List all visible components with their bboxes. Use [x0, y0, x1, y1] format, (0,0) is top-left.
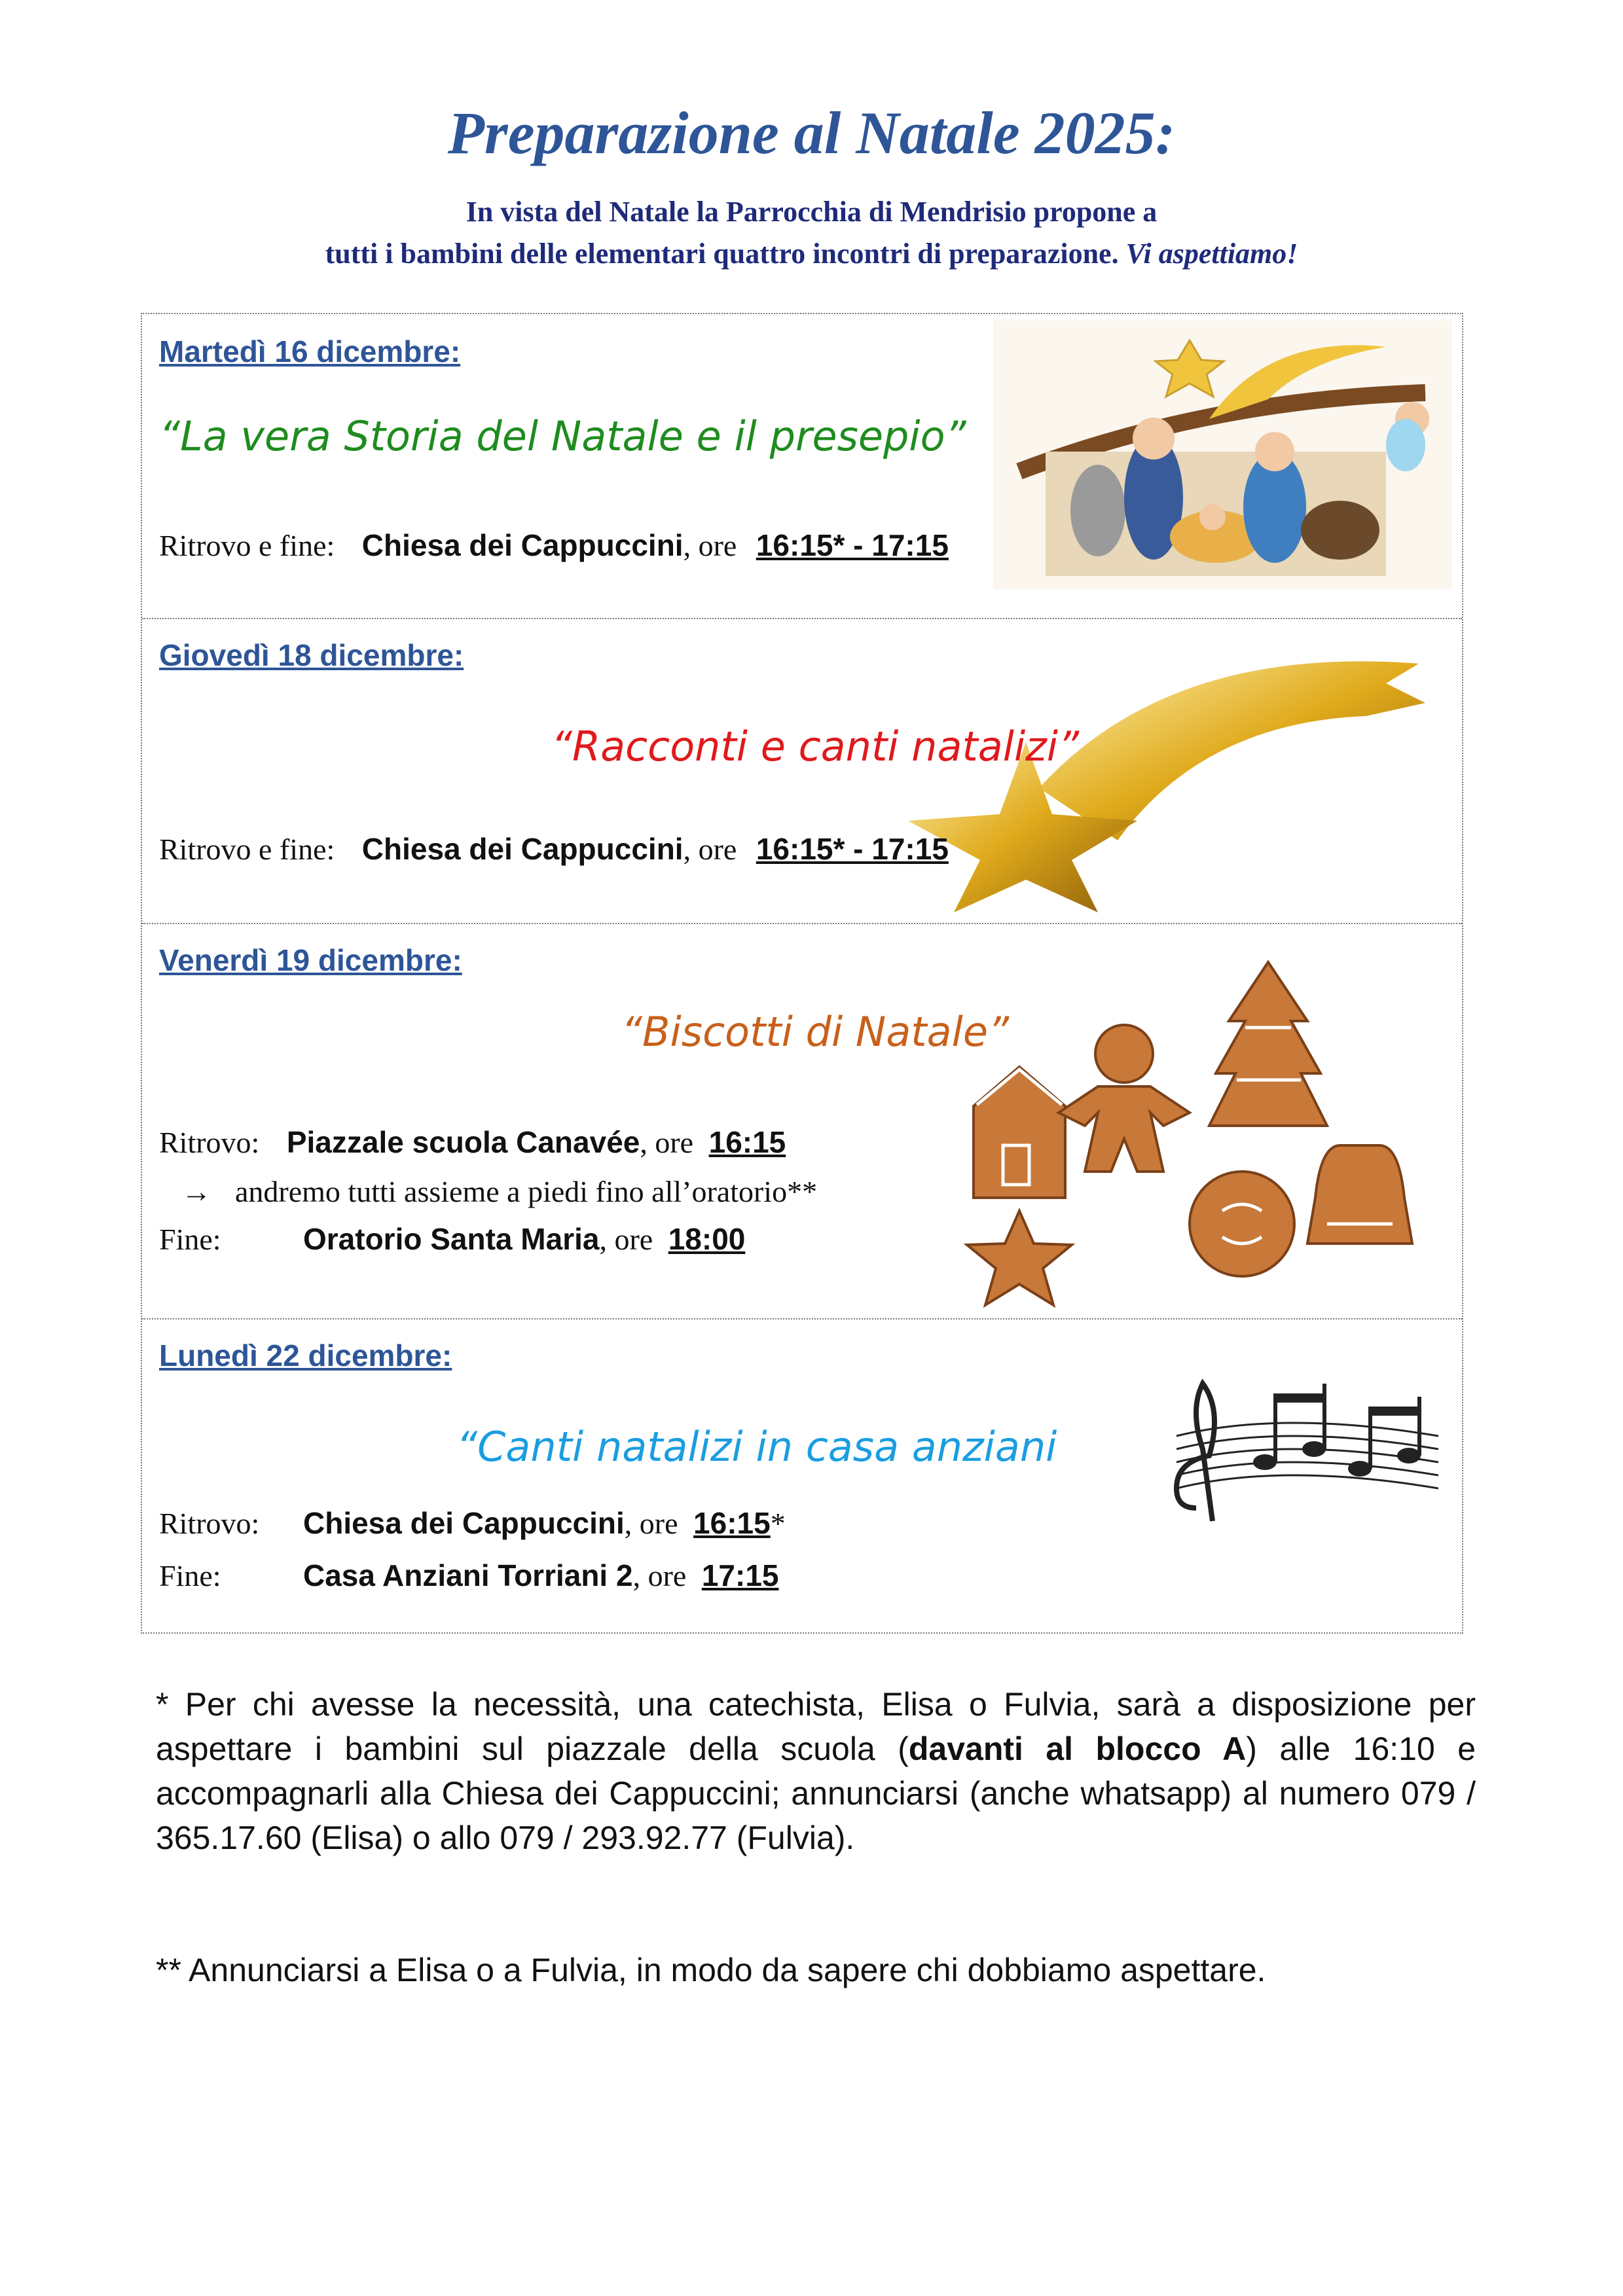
note-text: andremo tutti assieme a piedi fino all’oratorio**	[235, 1175, 818, 1208]
arrow-icon: →	[181, 1175, 211, 1208]
end-sep: , ore	[632, 1559, 687, 1592]
end-time: 18:00	[668, 1222, 746, 1256]
end-label: Fine:	[159, 1223, 221, 1256]
event-date: Martedì 16 dicembre:	[159, 334, 461, 368]
end-label: Fine:	[159, 1559, 221, 1592]
music-notes-icon	[1150, 1357, 1438, 1528]
meeting-time: 16:15* - 17:15	[756, 528, 949, 562]
event-date: Giovedì 18 dicembre:	[159, 638, 464, 672]
event-title: “La vera Storia del Natale e il presepio”	[159, 412, 966, 460]
event-meeting-line	[159, 831, 949, 867]
event-end-line	[159, 1558, 778, 1593]
event-meeting-line	[159, 1505, 786, 1541]
end-place: Oratorio Santa Maria	[303, 1222, 600, 1256]
footnote-1	[156, 1682, 1476, 1860]
footnote-2-text: ** Annunciarsi a Elisa o a Fulvia, in modo da sapere chi dobbiamo aspettare.	[156, 1952, 1266, 1988]
meeting-label: Ritrovo e fine:	[159, 833, 335, 866]
footnote-2	[156, 1948, 1476, 1992]
end-time: 17:15	[701, 1558, 779, 1592]
gingerbread-cookies-icon	[915, 949, 1438, 1316]
event-row-1	[142, 314, 1462, 619]
meeting-sep: , ore	[683, 529, 737, 562]
events-table	[141, 313, 1463, 1634]
footnote-1-text-a: * Per chi avesse la necessità, una catechista, Elisa o Fulvia, sarà a disposizione per aspettare i bambini sul piazzale della scuola (	[156, 1686, 1476, 1767]
meeting-label: Ritrovo e fine:	[159, 529, 335, 562]
subtitle-line-2	[0, 233, 1623, 275]
footnote-1-text-b: ) alle 16:10 e accompagnarli alla Chiesa dei Cappuccini; annunciarsi (anche whatsapp) al numero 079 / 365.17.60 (Elisa) o allo 079 / 293.92.77 (Fulvia).	[156, 1731, 1476, 1856]
event-note-line	[181, 1174, 817, 1209]
footnote-1-bold: davanti al blocco A	[908, 1731, 1247, 1767]
meeting-place: Chiesa dei Cappuccini	[361, 832, 684, 866]
meeting-suffix: *	[770, 1507, 786, 1540]
page-subtitle	[0, 191, 1623, 275]
meeting-time: 16:15* - 17:15	[756, 832, 949, 866]
meeting-time: 16:15	[693, 1506, 771, 1540]
meeting-label: Ritrovo:	[159, 1126, 260, 1159]
event-row-3	[142, 923, 1462, 1319]
event-title: “Racconti e canti natalizi”	[551, 723, 1080, 770]
event-title: “Canti natalizi in casa anziani	[456, 1423, 1057, 1471]
event-meeting-line	[159, 528, 949, 563]
end-sep: , ore	[599, 1223, 653, 1256]
event-row-2	[142, 618, 1462, 924]
meeting-sep: , ore	[624, 1507, 678, 1540]
event-date: Lunedì 22 dicembre:	[159, 1338, 452, 1372]
meeting-time: 16:15	[708, 1125, 786, 1159]
meeting-sep: , ore	[640, 1126, 694, 1159]
event-meeting-line	[159, 1124, 786, 1160]
meeting-place: Piazzale scuola Canavée	[286, 1125, 640, 1159]
meeting-sep: , ore	[683, 833, 737, 866]
subtitle-line-2-text: tutti i bambini delle elementari quattro incontri di preparazione.	[325, 238, 1119, 270]
event-end-line	[159, 1221, 745, 1257]
event-title: “Biscotti di Natale”	[621, 1008, 1010, 1056]
event-row-4	[142, 1318, 1462, 1635]
subtitle-line-1: In vista del Natale la Parrocchia di Mendrisio propone a	[465, 196, 1158, 228]
end-place: Casa Anziani Torriani 2	[303, 1558, 633, 1592]
meeting-place: Chiesa dei Cappuccini	[361, 528, 684, 562]
page-title: Preparazione al Natale 2025:	[447, 99, 1176, 166]
meeting-place: Chiesa dei Cappuccini	[303, 1506, 625, 1540]
nativity-scene-icon	[993, 321, 1451, 589]
meeting-label: Ritrovo:	[159, 1507, 260, 1540]
subtitle-invite: Vi aspettiamo!	[1125, 238, 1298, 270]
event-date: Venerdì 19 dicembre:	[159, 943, 462, 977]
